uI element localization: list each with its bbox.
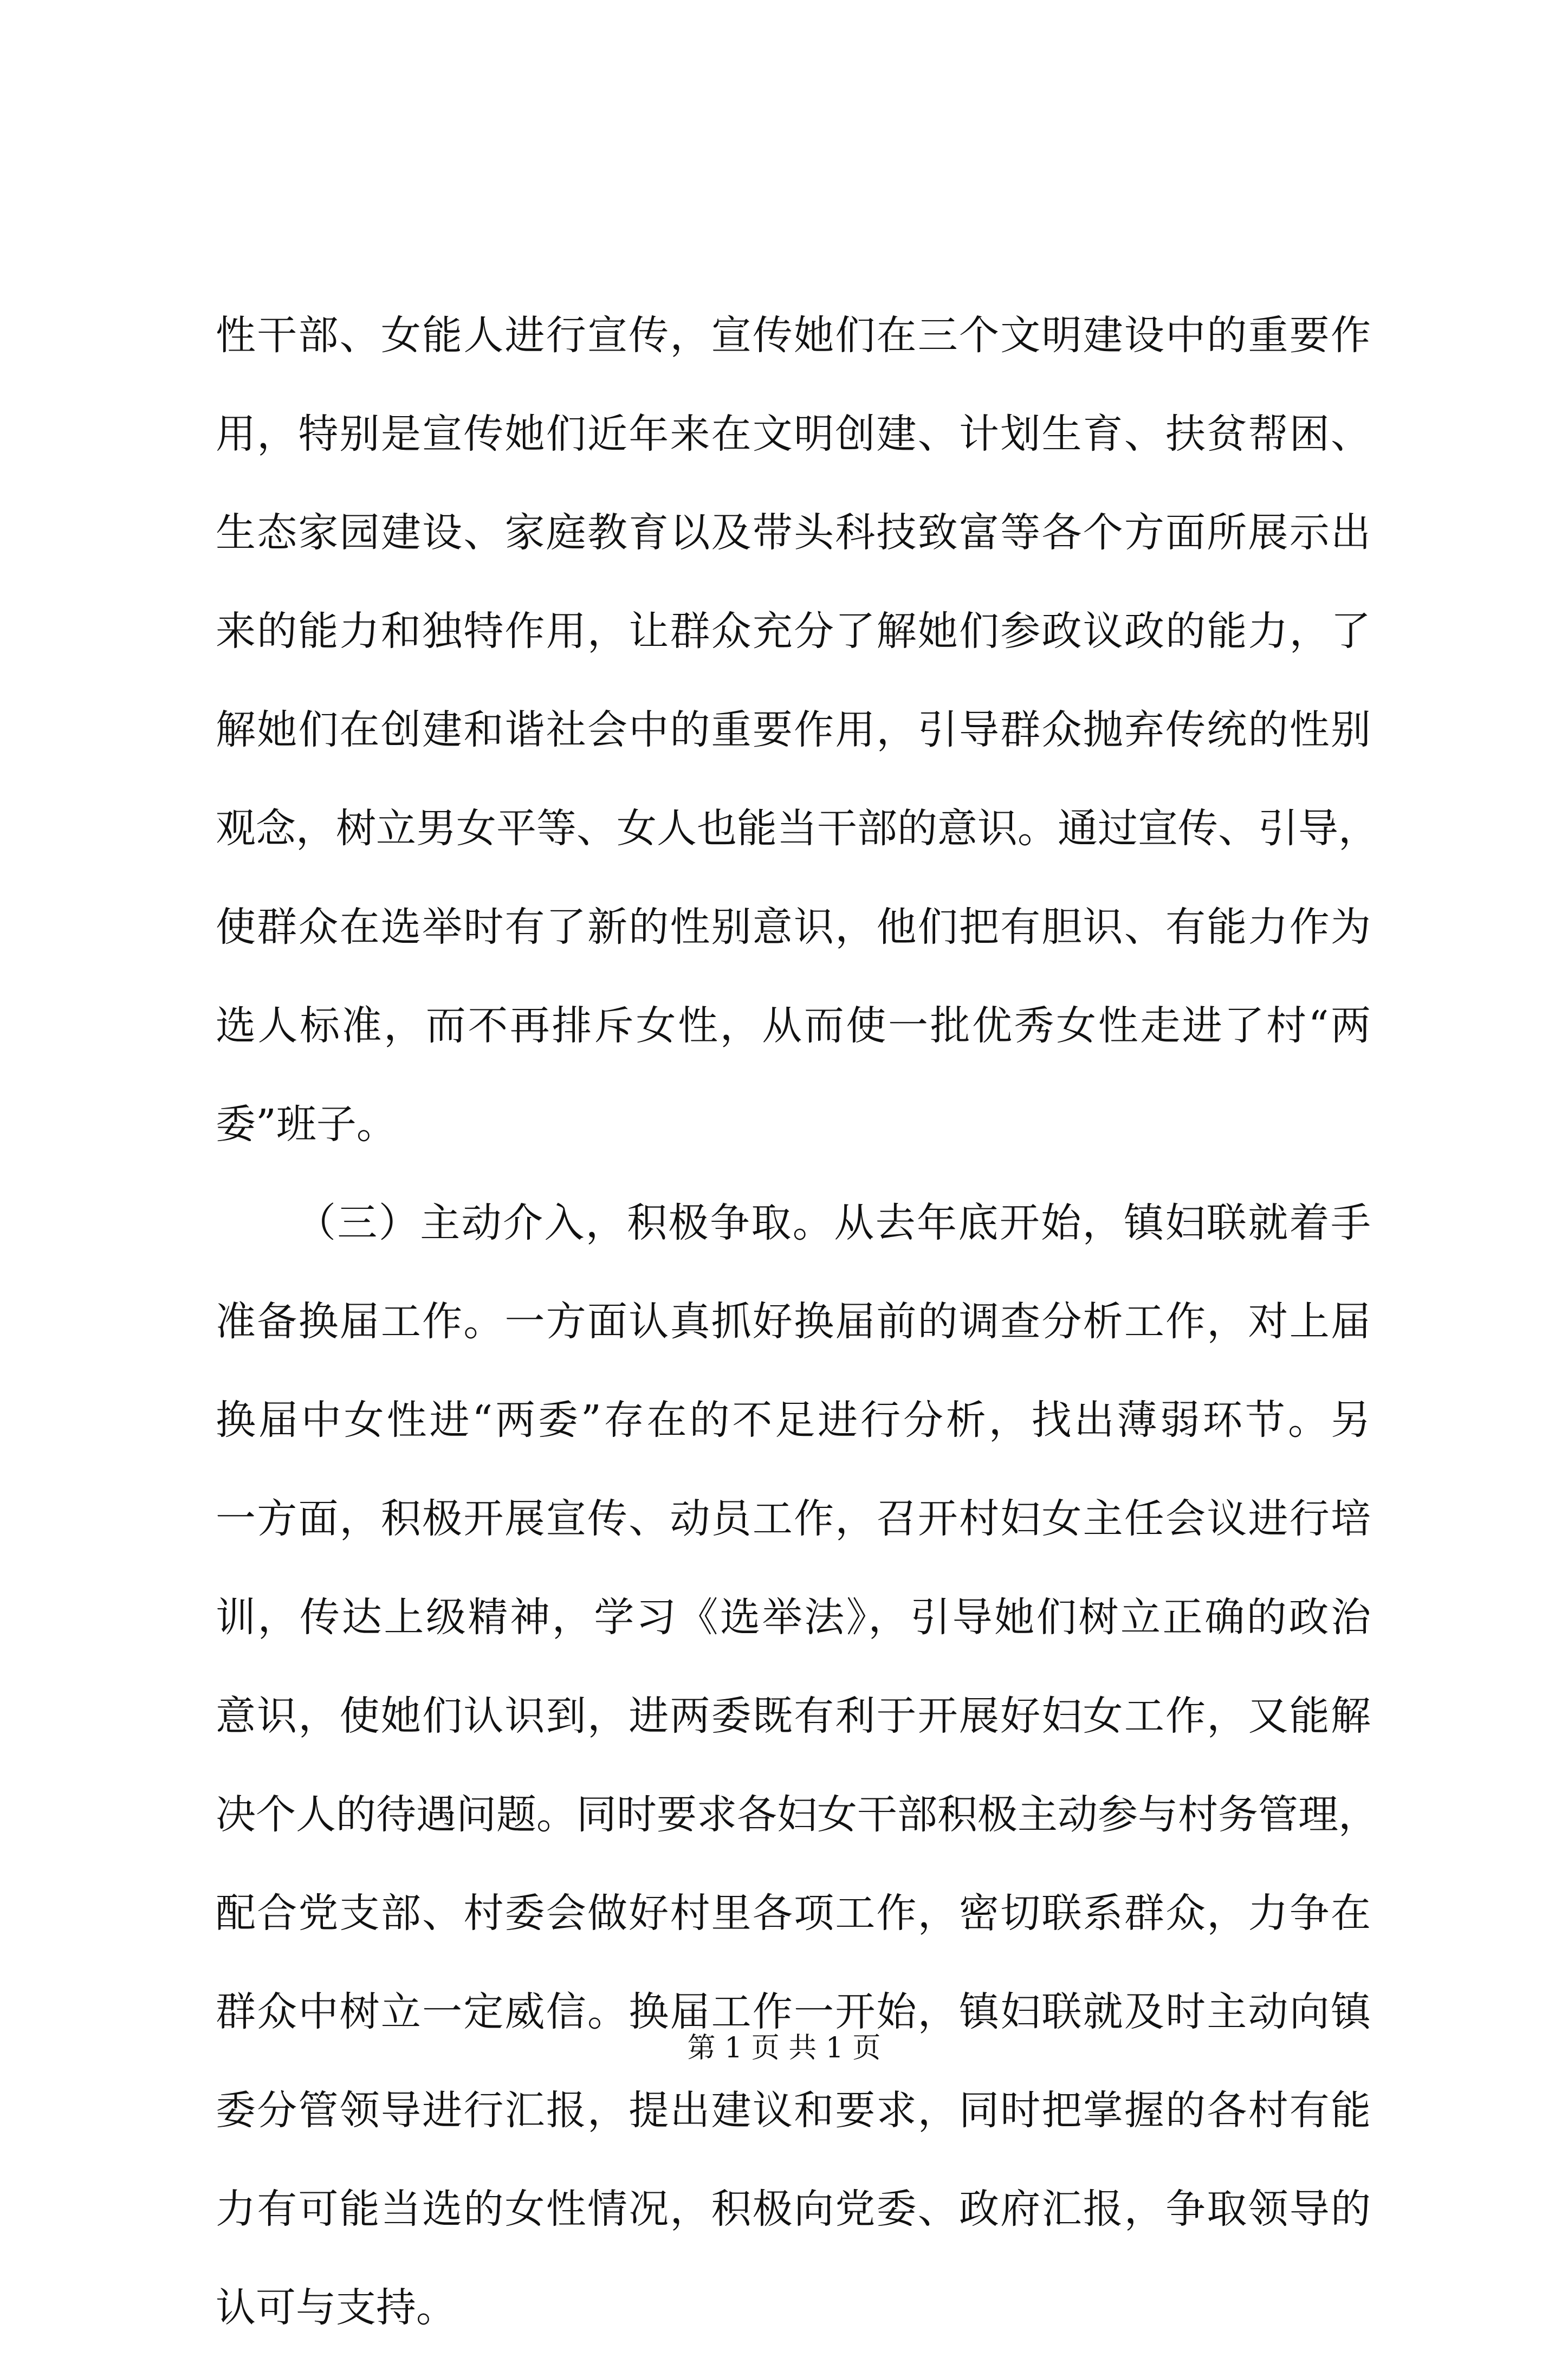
text-line: 委”班子。 <box>216 1101 397 1148</box>
text-line: 训，传达上级精神，学习《选举法》，引导她们树立正确的政治 <box>216 1594 1371 1641</box>
text-line: 决个人的待遇问题。同时要求各妇女干部积极主动参与村务管理， <box>216 1791 1378 1838</box>
text-line: 委分管领导进行汇报，提出建议和要求，同时把掌握的各村有能 <box>216 2087 1371 2134</box>
text-line: 换届中女性进“两委”存在的不足进行分析，找出薄弱环节。另 <box>216 1397 1371 1443</box>
text-line: 来的能力和独特作用，让群众充分了解她们参政议政的能力，了 <box>216 608 1371 655</box>
text-line: 生态家园建设、家庭教育以及带头科技致富等各个方面所展示出 <box>216 509 1371 556</box>
text-line: 观念，树立男女平等、女人也能当干部的意识。通过宣传、引导， <box>216 805 1378 852</box>
text-line: （三）主动介入，积极争取。从去年底开始，镇妇联就着手 <box>296 1200 1371 1246</box>
page-footer: 第 1 页 共 1 页 <box>687 2032 881 2064</box>
text-line: 用，特别是宣传她们近年来在文明创建、计划生育、扶贫帮困、 <box>216 411 1371 457</box>
text-line: 认可与支持。 <box>216 2284 456 2331</box>
text-line: 准备换届工作。一方面认真抓好换届前的调查分析工作，对上届 <box>216 1298 1371 1345</box>
text-line: 性干部、女能人进行宣传，宣传她们在三个文明建设中的重要作 <box>216 312 1371 359</box>
text-line: 力有可能当选的女性情况，积极向党委、政府汇报，争取领导的 <box>216 2186 1371 2232</box>
text-line: 选人标准，而不再排斥女性，从而使一批优秀女性走进了村“两 <box>216 1002 1371 1049</box>
text-line: 意识，使她们认识到，进两委既有利于开展好妇女工作，又能解 <box>216 1693 1371 1739</box>
text-line: 群众中树立一定威信。换届工作一开始，镇妇联就及时主动向镇 <box>216 1989 1371 2035</box>
text-line: 使群众在选举时有了新的性别意识，他们把有胆识、有能力作为 <box>216 904 1371 950</box>
text-line: 配合党支部、村委会做好村里各项工作，密切联系群众，力争在 <box>216 1890 1371 1937</box>
text-line: 一方面，积极开展宣传、动员工作，召开村妇女主任会议进行培 <box>216 1495 1371 1542</box>
text-line: 解她们在创建和谐社会中的重要作用，引导群众抛弃传统的性别 <box>216 707 1371 753</box>
